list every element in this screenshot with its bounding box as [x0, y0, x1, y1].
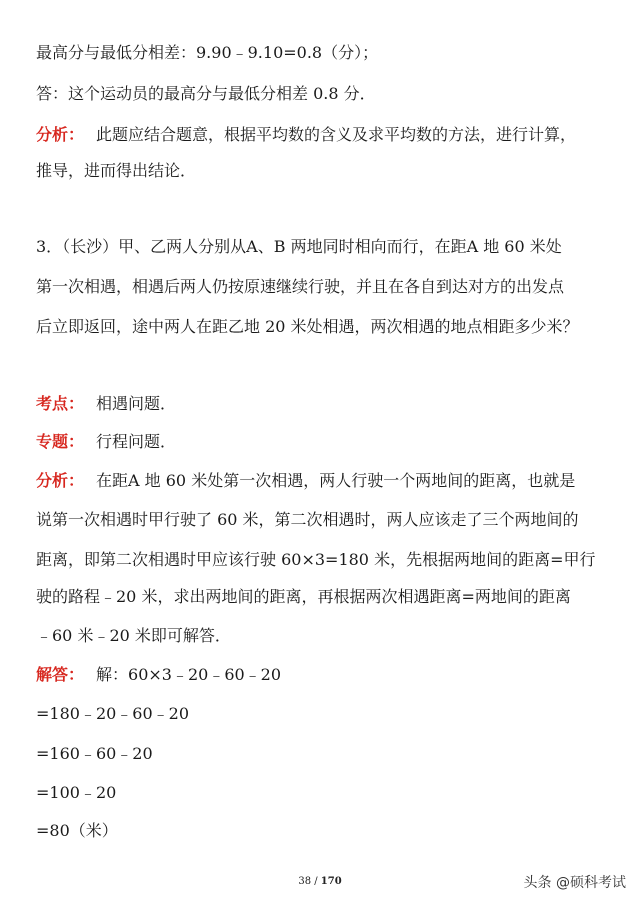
analysis-line-cont: 推导，进而得出结论．: [36, 161, 197, 180]
topic-label: 专题：: [36, 432, 85, 451]
solution-line: [36, 664, 612, 686]
page-current: 38: [298, 876, 312, 887]
solution-text: 解：60×3﹣20﹣60﹣20: [96, 665, 282, 684]
question-line: 第一次相遇，相遇后两人仍按原速继续行驶，并且在各自到达对方的出发点: [36, 277, 565, 296]
analysis-line-cont: ﹣60 米﹣20 米即可解答．: [36, 626, 231, 645]
watermark: 头条 @硕科考试: [523, 875, 626, 891]
analysis-label: 分析：: [36, 471, 85, 490]
solution-result: =80（米）: [36, 821, 118, 840]
topic-line: [36, 431, 612, 453]
analysis-line: [36, 470, 612, 492]
topic-text: 行程问题．: [96, 432, 177, 451]
analysis-label: 分析：: [36, 125, 85, 144]
analysis-line-cont: 驶的路程﹣20 米，求出两地间的距离，再根据两次相遇距离=两地间的距离: [36, 587, 571, 606]
solution-step: =100﹣20: [36, 783, 117, 802]
key-point-text: 相遇问题．: [96, 394, 177, 413]
analysis-line: [36, 124, 612, 146]
solution-step: =180﹣20﹣60﹣20: [36, 704, 190, 723]
answer-line: 答：这个运动员的最高分与最低分相差 0.8 分．: [36, 84, 376, 103]
question-line: 后立即返回，途中两人在距乙地 20 米处相遇，两次相遇的地点相距多少米？: [36, 317, 579, 336]
solution-label: 解答：: [36, 665, 85, 684]
analysis-text: 在距A 地 60 米处第一次相遇，两人行驶一个两地间的距离，也就是: [96, 471, 576, 490]
analysis-line-cont: 距离，即第二次相遇时甲应该行驶 60×3=180 米，先根据两地间的距离=甲行: [36, 550, 596, 569]
question-line: 3．（长沙）甲、乙两人分别从A、B 两地同时相向而行，在距A 地 60 米处: [36, 237, 562, 256]
page-separator: /: [311, 876, 321, 887]
key-point-line: [36, 393, 612, 415]
calc-line: 最高分与最低分相差：9.90﹣9.10=0.8（分）；: [36, 43, 379, 62]
analysis-text: 此题应结合题意，根据平均数的含义及求平均数的方法，进行计算，: [96, 125, 577, 144]
solution-step: =160﹣60﹣20: [36, 744, 153, 763]
page-total: 170: [320, 876, 342, 887]
analysis-line-cont: 说第一次相遇时甲行驶了 60 米，第二次相遇时，两人应该走了三个两地间的: [36, 510, 579, 529]
key-point-label: 考点：: [36, 394, 85, 413]
